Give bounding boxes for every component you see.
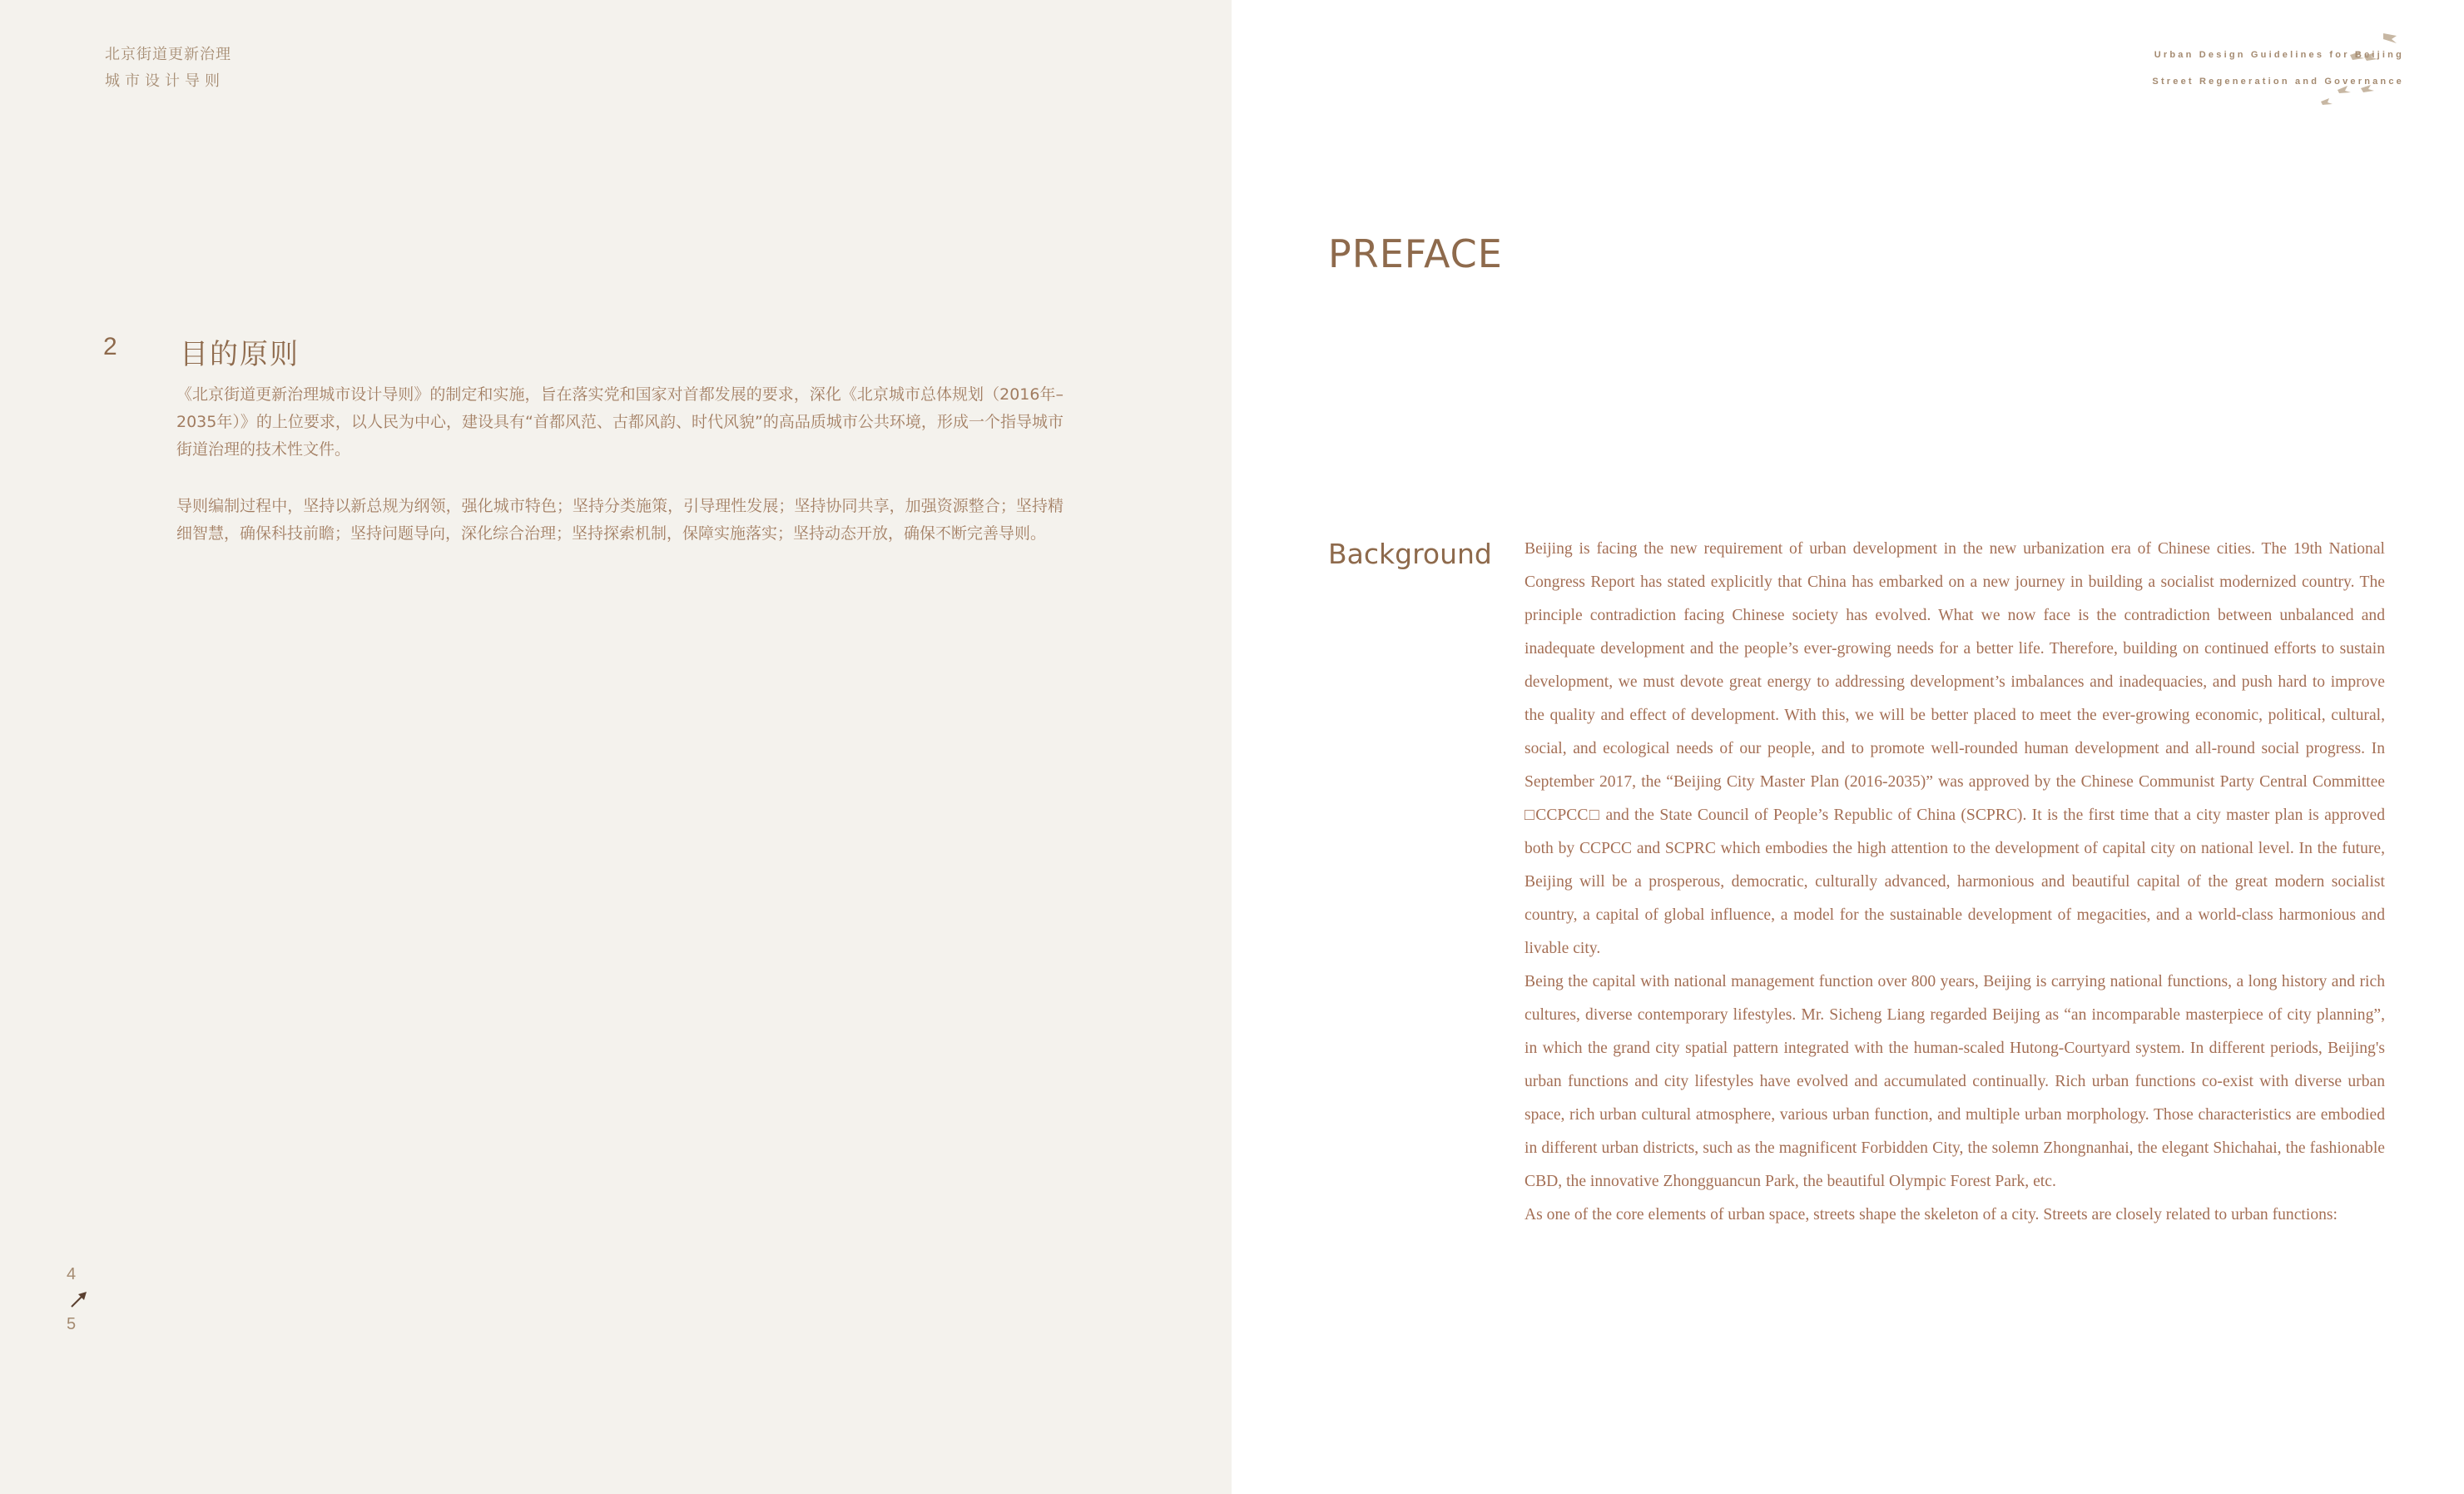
running-title-line2: 城市设计导则 — [105, 72, 225, 90]
running-title-line1: 北京街道更新治理 — [105, 46, 231, 63]
arrow-icon — [67, 1287, 92, 1312]
background-body — [1525, 533, 2385, 1232]
background-paragraph-2: Being the capital with national management function over 800 years, Beijing is carrying national functions, a long history and rich cultures, diverse contemporary lifestyles. Mr. Sicheng Liang regarded Beijing as “an incomparable masterpiece of city planning”, in which the grand city spatial pattern integrated with the human-scaled Hutong-Courtyard system. In different periods, Beijing's urban functions and city lifestyles have evolved and accumulated continually. Rich urban functions co-exist with diverse urban space, rich urban cultural atmosphere, various urban function, and multiple urban morphology. Those characteristics are embodied in different urban districts, such as the magnificent Forbidden City, the solemn Zhongnanhai, the elegant Shichahai, the fashionable CBD, the innovative Zhongguancun Park, the beautiful Olympic Forest Park, etc. — [1525, 973, 2385, 1190]
principles-paragraph: 导则编制过程中，坚持以新总规为纲领，强化城市特色；坚持分类施策，引导理性发展；坚持协同共享，加强资源整合；坚持精细智慧，确保科技前瞻；坚持问题导向，深化综合治理；坚持探索机制，保障实施落实；坚持动态开放，确保不断完善导则。 — [176, 497, 1063, 543]
purpose-paragraph: 《北京街道更新治理城市设计导则》的制定和实施，旨在落实党和国家对首都发展的要求，深化《北京城市总体规划（2016年–2035年）》的上位要求，以人民为中心，建设具有“首都风范、古都风韵、时代风貌”的高品质城市公共环境，形成一个指导城市街道治理的技术性文件。 — [176, 385, 1063, 459]
page-number-left: 4 — [67, 1265, 77, 1283]
page-number-right: 5 — [67, 1315, 77, 1333]
section-number: 2 — [103, 333, 117, 360]
header-english-title — [2152, 42, 2404, 95]
background-paragraph-1: Beijing is facing the new requirement of urban development in the new urbanization era of Chinese cities. The 19th National Congress Report has stated explicitly that China has embarked on a new journey in building a socialist modernized country. The principle contradiction facing Chinese society has evolved. What we now face is the contradiction between unbalanced and inadequate development and the people’s ever-growing needs for a better life. Therefore, building on continued efforts to sustain development, we must devote great energy to addressing development’s imbalances and inadequacies, and push hard to improve the quality and effect of development. With this, we will be better placed to meet the ever-growing economic, political, cultural, social, and ecological needs of our people, and to promote well-rounded human development and all-round social progress. In September 2017, the “Beijing City Master Plan (2016-2035)” was approved by the Chinese Communist Party Central Committee □CCPCC□ and the State Council of People’s Republic of China (SCPRC). It is the first time that a city master plan is approved both by CCPCC and SCPRC which embodies the high attention to the development of capital city on national level. In the future, Beijing will be a prosperous, democratic, culturally advanced, harmonious and beautiful capital of the great modern socialist country, a capital of global influence, a model for the sustainable development of megacities, and a world-class harmonious and livable city. — [1525, 540, 2385, 957]
background-paragraph-3: As one of the core elements of urban space, streets shape the skeleton of a city. Streets are closely related to urban functions: — [1525, 1206, 2338, 1223]
header-line2: Street Regeneration and Governance — [2152, 77, 2404, 87]
section-title: 目的原则 — [180, 338, 300, 371]
right-page — [1232, 0, 2464, 1494]
page-numbers — [67, 1262, 92, 1337]
preface-title: PREFACE — [1328, 231, 1503, 276]
background-heading: Background — [1328, 538, 1492, 570]
header-line1: Urban Design Guidelines for Beijing — [2154, 50, 2404, 60]
running-title — [105, 42, 231, 95]
